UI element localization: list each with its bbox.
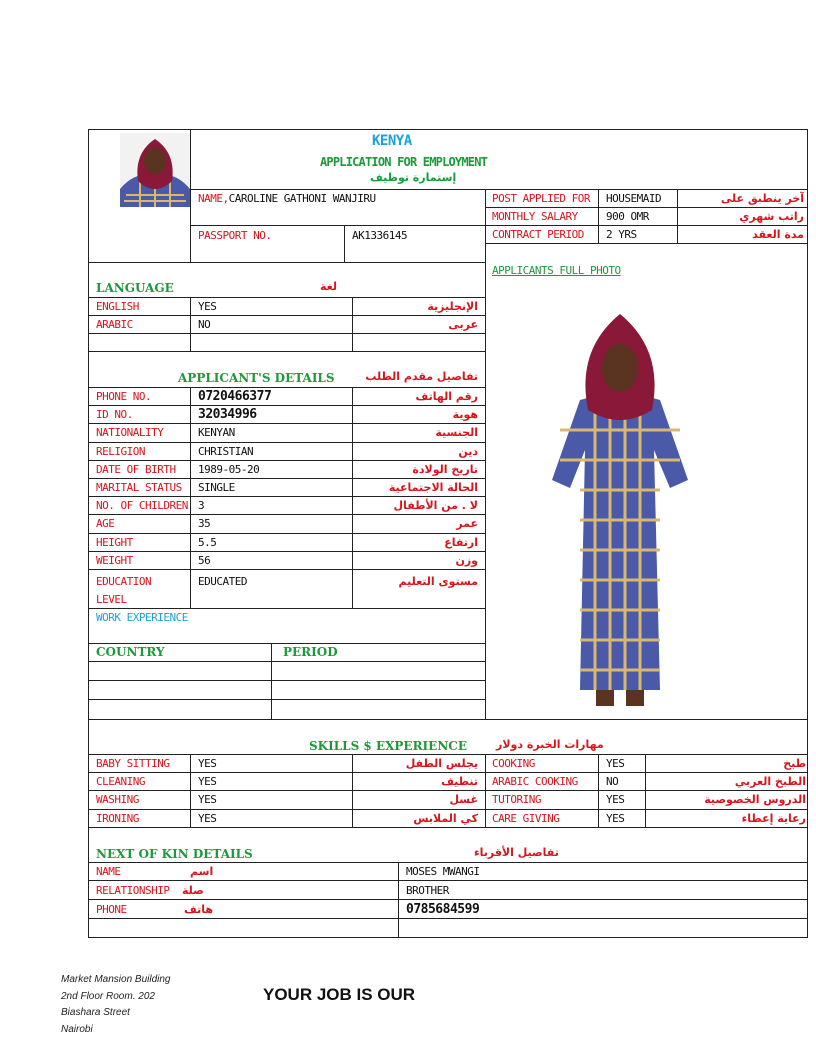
skill-value: YES <box>606 757 625 770</box>
divider <box>190 129 191 262</box>
detail-label-arabic: هوية <box>452 408 478 422</box>
address-line: 2nd Floor Room. 202 <box>61 990 155 1002</box>
education-label: EDUCATION <box>96 575 152 588</box>
detail-value: 3 <box>198 499 205 513</box>
skill-label: CARE GIVING <box>492 811 560 825</box>
divider <box>485 207 808 208</box>
language-label: ENGLISH <box>96 300 139 313</box>
detail-label-arabic: رقم الهاتف <box>415 390 478 403</box>
skill-value: YES <box>198 793 217 807</box>
passport-value: AK1336145 <box>352 229 408 242</box>
divider <box>190 189 808 190</box>
divider <box>271 643 272 719</box>
country-column-header: COUNTRY <box>96 645 165 659</box>
education-label-arabic: مستوى التعليم <box>398 575 478 588</box>
divider <box>352 297 353 351</box>
details-heading: APPLICANT'S DETAILS <box>178 371 335 385</box>
post-label: POST APPLIED FOR <box>492 192 590 205</box>
detail-label: AGE <box>96 517 115 531</box>
skill-label-arabic: الدروس الخصوصية <box>704 793 806 807</box>
divider <box>485 243 808 244</box>
skills-heading: SKILLS $ EXPERIENCE <box>309 739 467 753</box>
skill-value: NO <box>606 775 619 789</box>
divider <box>88 608 485 609</box>
divider <box>88 827 808 828</box>
address-line: Biashara Street <box>61 1007 130 1018</box>
post-value: HOUSEMAID <box>606 192 662 205</box>
divider <box>88 754 808 755</box>
footer-tagline: YOUR JOB IS OUR <box>263 985 416 1004</box>
divider <box>88 315 485 316</box>
divider <box>677 189 678 243</box>
divider <box>88 262 485 263</box>
divider <box>190 225 485 226</box>
kin-phone-value: 0785684599 <box>406 902 480 917</box>
footer-address <box>61 972 171 1038</box>
work-heading: WORK EXPERIENCE <box>96 611 188 624</box>
skill-label: COOKING <box>492 757 535 770</box>
skill-value: YES <box>606 793 625 807</box>
skill-label: ARABIC COOKING <box>492 775 578 789</box>
divider <box>344 225 345 262</box>
skill-label: TUTORING <box>492 793 541 807</box>
language-label-arabic: الإنجليزية <box>427 300 478 313</box>
divider <box>485 225 808 226</box>
divider <box>352 754 353 827</box>
detail-label-arabic: لا . من الأطفال <box>393 499 478 513</box>
detail-label-arabic: الجنسية <box>435 426 478 440</box>
skill-label: CLEANING <box>96 775 145 789</box>
address-line: Nairobi <box>61 1023 93 1035</box>
salary-label: MONTHLY SALARY <box>492 210 578 223</box>
name-value: CAROLINE GATHONI WANJIRU <box>228 192 376 205</box>
form-title: APPLICATION FOR EMPLOYMENT <box>320 155 488 169</box>
detail-label: NATIONALITY <box>96 426 164 440</box>
divider <box>88 551 485 552</box>
divider <box>88 496 485 497</box>
divider <box>88 699 485 700</box>
kin-heading-arabic: تفاصيل الأقرباء <box>474 846 559 859</box>
divider <box>88 569 485 570</box>
name-label: NAME, <box>198 192 229 205</box>
period-column-header: PERIOD <box>283 645 338 659</box>
education-label-2: LEVEL <box>96 593 127 606</box>
language-value: YES <box>198 300 217 313</box>
kin-phone-label: PHONE <box>96 903 127 916</box>
detail-value: 0720466377 <box>198 389 272 404</box>
detail-label: WEIGHT <box>96 553 133 567</box>
divider <box>190 754 191 827</box>
divider <box>88 514 485 515</box>
applicant-full-photo <box>540 310 700 710</box>
detail-value: CHRISTIAN <box>198 444 254 458</box>
address-line: Market Mansion Building <box>61 974 171 985</box>
divider <box>190 387 191 608</box>
detail-value: 32034996 <box>198 407 257 423</box>
details-heading-arabic: تفاصيل مقدم الطلب <box>365 370 478 383</box>
detail-value: 35 <box>198 517 211 531</box>
detail-label: PHONE NO. <box>96 390 152 403</box>
salary-label-arabic: راتب شهري <box>739 210 804 223</box>
divider <box>88 643 485 644</box>
kin-name-label: NAME <box>96 865 121 878</box>
divider <box>88 772 808 773</box>
detail-label-arabic: ارتفاع <box>444 535 478 549</box>
kin-phone-label-arabic: هاتف <box>184 903 213 916</box>
divider <box>598 189 599 243</box>
skill-label: IRONING <box>96 811 139 825</box>
skill-label: WASHING <box>96 793 139 807</box>
detail-label-arabic: تاريخ الولادة <box>412 462 478 476</box>
divider <box>485 189 486 719</box>
full-photo-label: APPLICANTS FULL PHOTO <box>492 264 621 277</box>
language-heading: LANGUAGE <box>96 281 174 295</box>
skills-heading-arabic: مهارات الخبرة دولار <box>496 738 604 751</box>
divider <box>88 478 485 479</box>
form-title-arabic: إستمارة توظيف <box>370 171 457 184</box>
divider <box>398 862 399 938</box>
detail-label: RELIGION <box>96 444 145 458</box>
divider <box>88 351 485 352</box>
divider <box>88 533 485 534</box>
divider <box>190 297 191 351</box>
detail-value: 1989-05-20 <box>198 462 260 476</box>
divider <box>88 809 808 810</box>
detail-label-arabic: عمر <box>456 517 478 531</box>
divider <box>352 387 353 608</box>
divider <box>88 790 808 791</box>
contract-label: CONTRACT PERIOD <box>492 228 584 241</box>
detail-label: HEIGHT <box>96 535 133 549</box>
skill-label-arabic: رعاية إعطاء <box>741 811 806 825</box>
detail-value: 5.5 <box>198 535 217 549</box>
salary-value: 900 OMR <box>606 210 649 223</box>
name-row <box>198 192 376 206</box>
divider <box>645 754 646 827</box>
language-value: NO <box>198 318 211 331</box>
country-title: KENYA <box>372 133 412 149</box>
detail-label-arabic: الحالة الاجتماعية <box>388 481 478 494</box>
language-label: ARABIC <box>96 318 133 331</box>
skill-label-arabic: تنظيف <box>441 775 478 789</box>
kin-relationship-label-arabic: صلة <box>182 884 204 897</box>
language-heading-arabic: لغة <box>320 280 338 293</box>
detail-value: 56 <box>198 553 211 567</box>
passport-label: PASSPORT NO. <box>198 229 272 242</box>
kin-heading: NEXT OF KIN DETAILS <box>96 847 253 861</box>
skill-value: YES <box>198 757 217 770</box>
detail-label-arabic: دين <box>458 444 478 458</box>
divider <box>88 423 485 424</box>
divider <box>88 661 485 662</box>
skill-value: YES <box>198 811 217 825</box>
skill-label-arabic: الطبخ العربي <box>734 775 806 789</box>
divider <box>88 719 808 720</box>
detail-value: KENYAN <box>198 426 235 440</box>
detail-label: DATE OF BIRTH <box>96 462 176 476</box>
education-value: EDUCATED <box>198 575 247 588</box>
divider <box>88 387 485 388</box>
skill-label: BABY SITTING <box>96 757 170 770</box>
skill-value: YES <box>606 811 625 825</box>
detail-label: ID NO. <box>96 408 133 422</box>
skill-label-arabic: يجلس الطفل <box>405 757 478 770</box>
skill-value: YES <box>198 775 217 789</box>
divider <box>88 918 808 919</box>
post-label-arabic: آخر ينطبق على <box>720 192 804 205</box>
kin-relationship-label: RELATIONSHIP <box>96 884 170 897</box>
divider <box>88 333 485 334</box>
contract-value: 2 YRS <box>606 228 637 241</box>
divider <box>88 405 485 406</box>
kin-relationship-value: BROTHER <box>406 884 449 897</box>
kin-name-value: MOSES MWANGI <box>406 865 480 878</box>
language-label-arabic: عربى <box>448 318 478 331</box>
skill-label-arabic: طبخ <box>783 757 806 770</box>
skill-label-arabic: غسل <box>449 793 478 807</box>
contract-label-arabic: مدة العقد <box>752 228 804 241</box>
divider <box>598 754 599 827</box>
divider <box>88 680 485 681</box>
divider <box>485 754 486 827</box>
skill-label-arabic: كي الملابس <box>413 811 478 825</box>
divider <box>88 442 485 443</box>
detail-value: SINGLE <box>198 481 235 494</box>
divider <box>88 862 808 863</box>
divider <box>88 880 808 881</box>
detail-label: NO. OF CHILDREN <box>96 499 188 513</box>
divider <box>88 460 485 461</box>
divider <box>88 297 485 298</box>
detail-label-arabic: وزن <box>455 553 478 567</box>
divider <box>88 899 808 900</box>
kin-name-label-arabic: اسم <box>190 865 214 878</box>
detail-label: MARITAL STATUS <box>96 481 182 494</box>
applicant-passport-photo <box>120 133 190 207</box>
